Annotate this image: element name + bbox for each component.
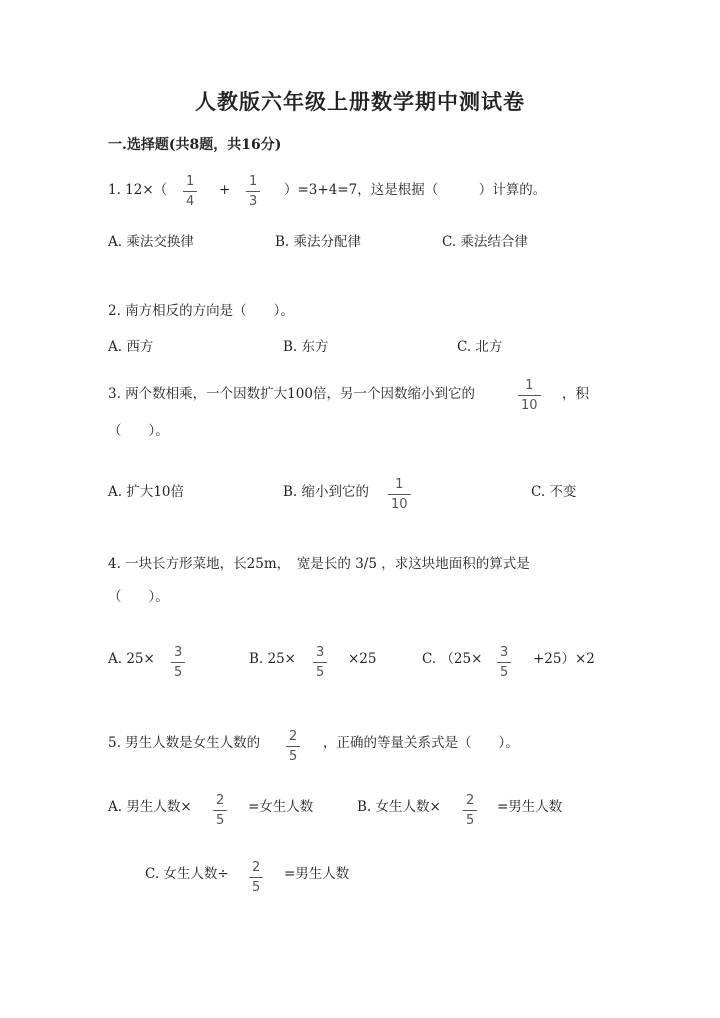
q1-option-b[interactable]: B. 乘法分配律 bbox=[275, 234, 362, 250]
q5-option-a-fraction-denominator: 5 bbox=[216, 813, 225, 828]
q3-option-b-fraction-numerator: 1 bbox=[395, 477, 404, 492]
q3-text-start: 3. 两个数相乘，一个因数扩大100倍，另一个因数缩小到它的 bbox=[108, 386, 475, 402]
q4-option-c[interactable]: C. （25× bbox=[422, 651, 483, 667]
q5-option-c-fraction-numerator: 2 bbox=[252, 860, 261, 875]
q4-option-a-fraction-denominator: 5 bbox=[174, 665, 183, 680]
q5-option-a-fraction-numerator: 2 bbox=[216, 793, 225, 808]
q4-option-b[interactable]: B. 25× bbox=[249, 651, 296, 667]
q5-option-b-suffix: =男生人数 bbox=[497, 799, 563, 815]
q2-option-a[interactable]: A. 西方 bbox=[108, 339, 154, 355]
q5-fraction-denominator: 5 bbox=[289, 749, 298, 764]
q1-option-a[interactable]: A. 乘法交换律 bbox=[108, 234, 194, 250]
q5-option-c-suffix: =男生人数 bbox=[284, 866, 350, 882]
q5-fraction bbox=[286, 729, 300, 764]
q4-option-a-fraction bbox=[171, 645, 185, 680]
q5-text-start: 5. 男生人数是女生人数的 bbox=[108, 735, 261, 751]
q4-option-b-suffix: ×25 bbox=[348, 651, 377, 667]
q4-option-c-suffix: +25）×2 bbox=[533, 651, 595, 667]
q3-option-c[interactable]: C. 不变 bbox=[531, 484, 577, 500]
q1-fraction-1-denominator: 4 bbox=[186, 194, 195, 209]
q4-option-b-fraction bbox=[313, 645, 327, 680]
q3-text-end: （ ）。 bbox=[108, 423, 169, 439]
q2-option-c[interactable]: C. 北方 bbox=[457, 339, 503, 355]
q5-text-end: ，正确的等量关系式是（ ）。 bbox=[323, 735, 519, 751]
q1-text-end: ）=3+4=7，这是根据（ ）计算的。 bbox=[284, 182, 547, 198]
q5-option-c[interactable]: C. 女生人数÷ bbox=[145, 866, 229, 882]
page-title: 人教版六年级上册数学期中测试卷 bbox=[195, 89, 525, 114]
q3-fraction bbox=[518, 378, 541, 413]
q1-option-c[interactable]: C. 乘法结合律 bbox=[442, 234, 528, 250]
q5-option-a[interactable]: A. 男生人数× bbox=[108, 799, 192, 815]
q4-text-end: （ ）。 bbox=[108, 589, 169, 605]
q3-option-b-fraction bbox=[388, 477, 411, 512]
q5-option-a-suffix: =女生人数 bbox=[248, 799, 314, 815]
section-heading: 一.选择题(共8题，共16分) bbox=[108, 137, 282, 153]
q3-option-b-fraction-denominator: 10 bbox=[391, 497, 408, 512]
q3-option-b[interactable]: B. 缩小到它的 bbox=[283, 484, 370, 500]
q5-option-b[interactable]: B. 女生人数× bbox=[357, 799, 441, 815]
q4-option-a[interactable]: A. 25× bbox=[108, 651, 155, 667]
q1-text-start: 1. 12×（ bbox=[108, 182, 168, 198]
q5-option-b-fraction bbox=[463, 793, 477, 828]
q3-option-a[interactable]: A. 扩大10倍 bbox=[108, 484, 185, 500]
q4-text-start: 4. 一块长方形菜地，长25m， 宽是长的 3/5 ，求这块地面积的算式是 bbox=[108, 556, 530, 572]
q5-option-b-fraction-denominator: 5 bbox=[466, 813, 475, 828]
q4-option-c-fraction-denominator: 5 bbox=[500, 665, 509, 680]
q4-option-c-fraction bbox=[497, 645, 511, 680]
q3-fraction-numerator: 1 bbox=[525, 378, 534, 393]
q3-text-mid: ，积 bbox=[562, 386, 589, 402]
q4-option-a-fraction-numerator: 3 bbox=[174, 645, 183, 660]
q1-fraction-2 bbox=[246, 174, 260, 209]
q1-fraction-1-numerator: 1 bbox=[186, 174, 195, 189]
q5-fraction-numerator: 2 bbox=[289, 729, 298, 744]
q2-text: 2. 南方相反的方向是（ ）。 bbox=[108, 303, 294, 319]
q5-option-b-fraction-numerator: 2 bbox=[466, 793, 475, 808]
q1-fraction-2-numerator: 1 bbox=[249, 174, 258, 189]
q5-option-a-fraction bbox=[213, 793, 227, 828]
q4-option-b-fraction-numerator: 3 bbox=[316, 645, 325, 660]
q5-option-c-fraction bbox=[249, 860, 263, 895]
q5-option-c-fraction-denominator: 5 bbox=[252, 880, 261, 895]
q1-fraction-2-denominator: 3 bbox=[249, 194, 258, 209]
q1-plus: + bbox=[219, 182, 231, 198]
q2-option-b[interactable]: B. 东方 bbox=[283, 339, 329, 355]
q4-option-b-fraction-denominator: 5 bbox=[316, 665, 325, 680]
q4-option-c-fraction-numerator: 3 bbox=[500, 645, 509, 660]
q1-fraction-1 bbox=[183, 174, 197, 209]
q3-fraction-denominator: 10 bbox=[521, 398, 538, 413]
